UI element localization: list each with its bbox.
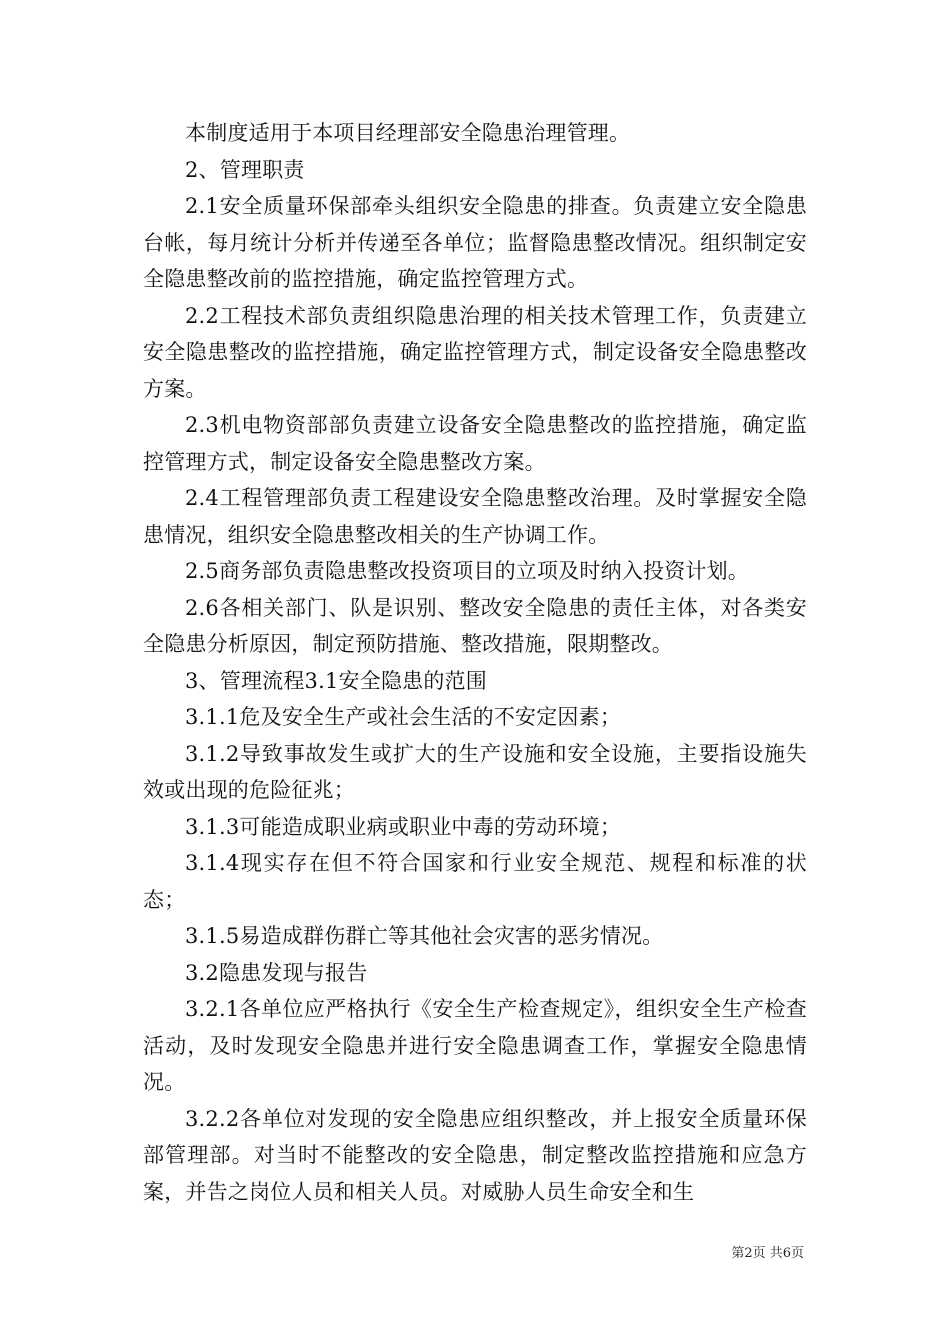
paragraph-3-1-3: 3.1.3可能造成职业病或职业中毒的劳动环境；	[185, 814, 622, 839]
paragraph-3-1-5: 3.1.5易造成群伤群亡等其他社会灾害的恶劣情况。	[185, 924, 664, 948]
paragraph-3-2-1: 3.2.1各单位应严格执行《安全生产检查规定》，组织安全生产检查活动，及时发现安全隐患并进行安全隐患调查工作，掌握安全隐患情况。	[143, 997, 807, 1094]
paragraph-3-2-2: 3.2.2各单位对发现的安全隐患应组织整改，并上报安全质量环保部管理部。对当时不能整改的安全隐患，制定整改监控措施和应急方案，并告之岗位人员和相关人员。对威胁人员生命安全和生	[143, 1106, 807, 1204]
paragraph-2-2: 2.2工程技术部负责组织隐患治理的相关技术管理工作，负责建立安全隐患整改的监控措施，确定监控管理方式，制定设备安全隐患整改方案。	[143, 303, 807, 401]
paragraph-3-1-4: 3.1.4现实存在但不符合国家和行业安全规范、规程和标准的状态；	[143, 851, 807, 912]
paragraph-2-1: 2.1安全质量环保部牵头组织安全隐患的排查。负责建立安全隐患台帐，每月统计分析并传递至各单位；监督隐患整改情况。组织制定安全隐患整改前的监控措施，确定监控管理方式。	[143, 194, 807, 291]
page-number: 第2页 共6页	[731, 1246, 804, 1261]
paragraph-2-6: 2.6各相关部门、队是识别、整改安全隐患的责任主体，对各类安全隐患分析原因，制定预防措施、整改措施，限期整改。	[143, 595, 807, 656]
paragraph-scope: 本制度适用于本项目经理部安全隐患治理管理。	[185, 121, 631, 145]
heading-management-duties: 2、管理职责	[185, 157, 305, 182]
paragraph-2-3: 2.3机电物资部部负责建立设备安全隐患整改的监控措施，确定监控管理方式，制定设备安全隐患整改方案。	[143, 413, 807, 474]
paragraph-2-5: 2.5商务部负责隐患整改投资项目的立项及时纳入投资计划。	[185, 559, 749, 583]
paragraph-3-1-2: 3.1.2导致事故发生或扩大的生产设施和安全设施，主要指设施失效或出现的危险征兆；	[143, 741, 807, 802]
document-body	[143, 115, 807, 1210]
heading-management-process: 3、管理流程3.1安全隐患的范围	[185, 668, 487, 693]
heading-hazard-reporting: 3.2隐患发现与报告	[185, 960, 368, 985]
paragraph-3-1-1: 3.1.1危及安全生产或社会生活的不安定因素；	[185, 705, 622, 729]
paragraph-2-4: 2.4工程管理部负责工程建设安全隐患整改治理。及时掌握安全隐患情况，组织安全隐患整改相关的生产协调工作。	[143, 486, 807, 547]
